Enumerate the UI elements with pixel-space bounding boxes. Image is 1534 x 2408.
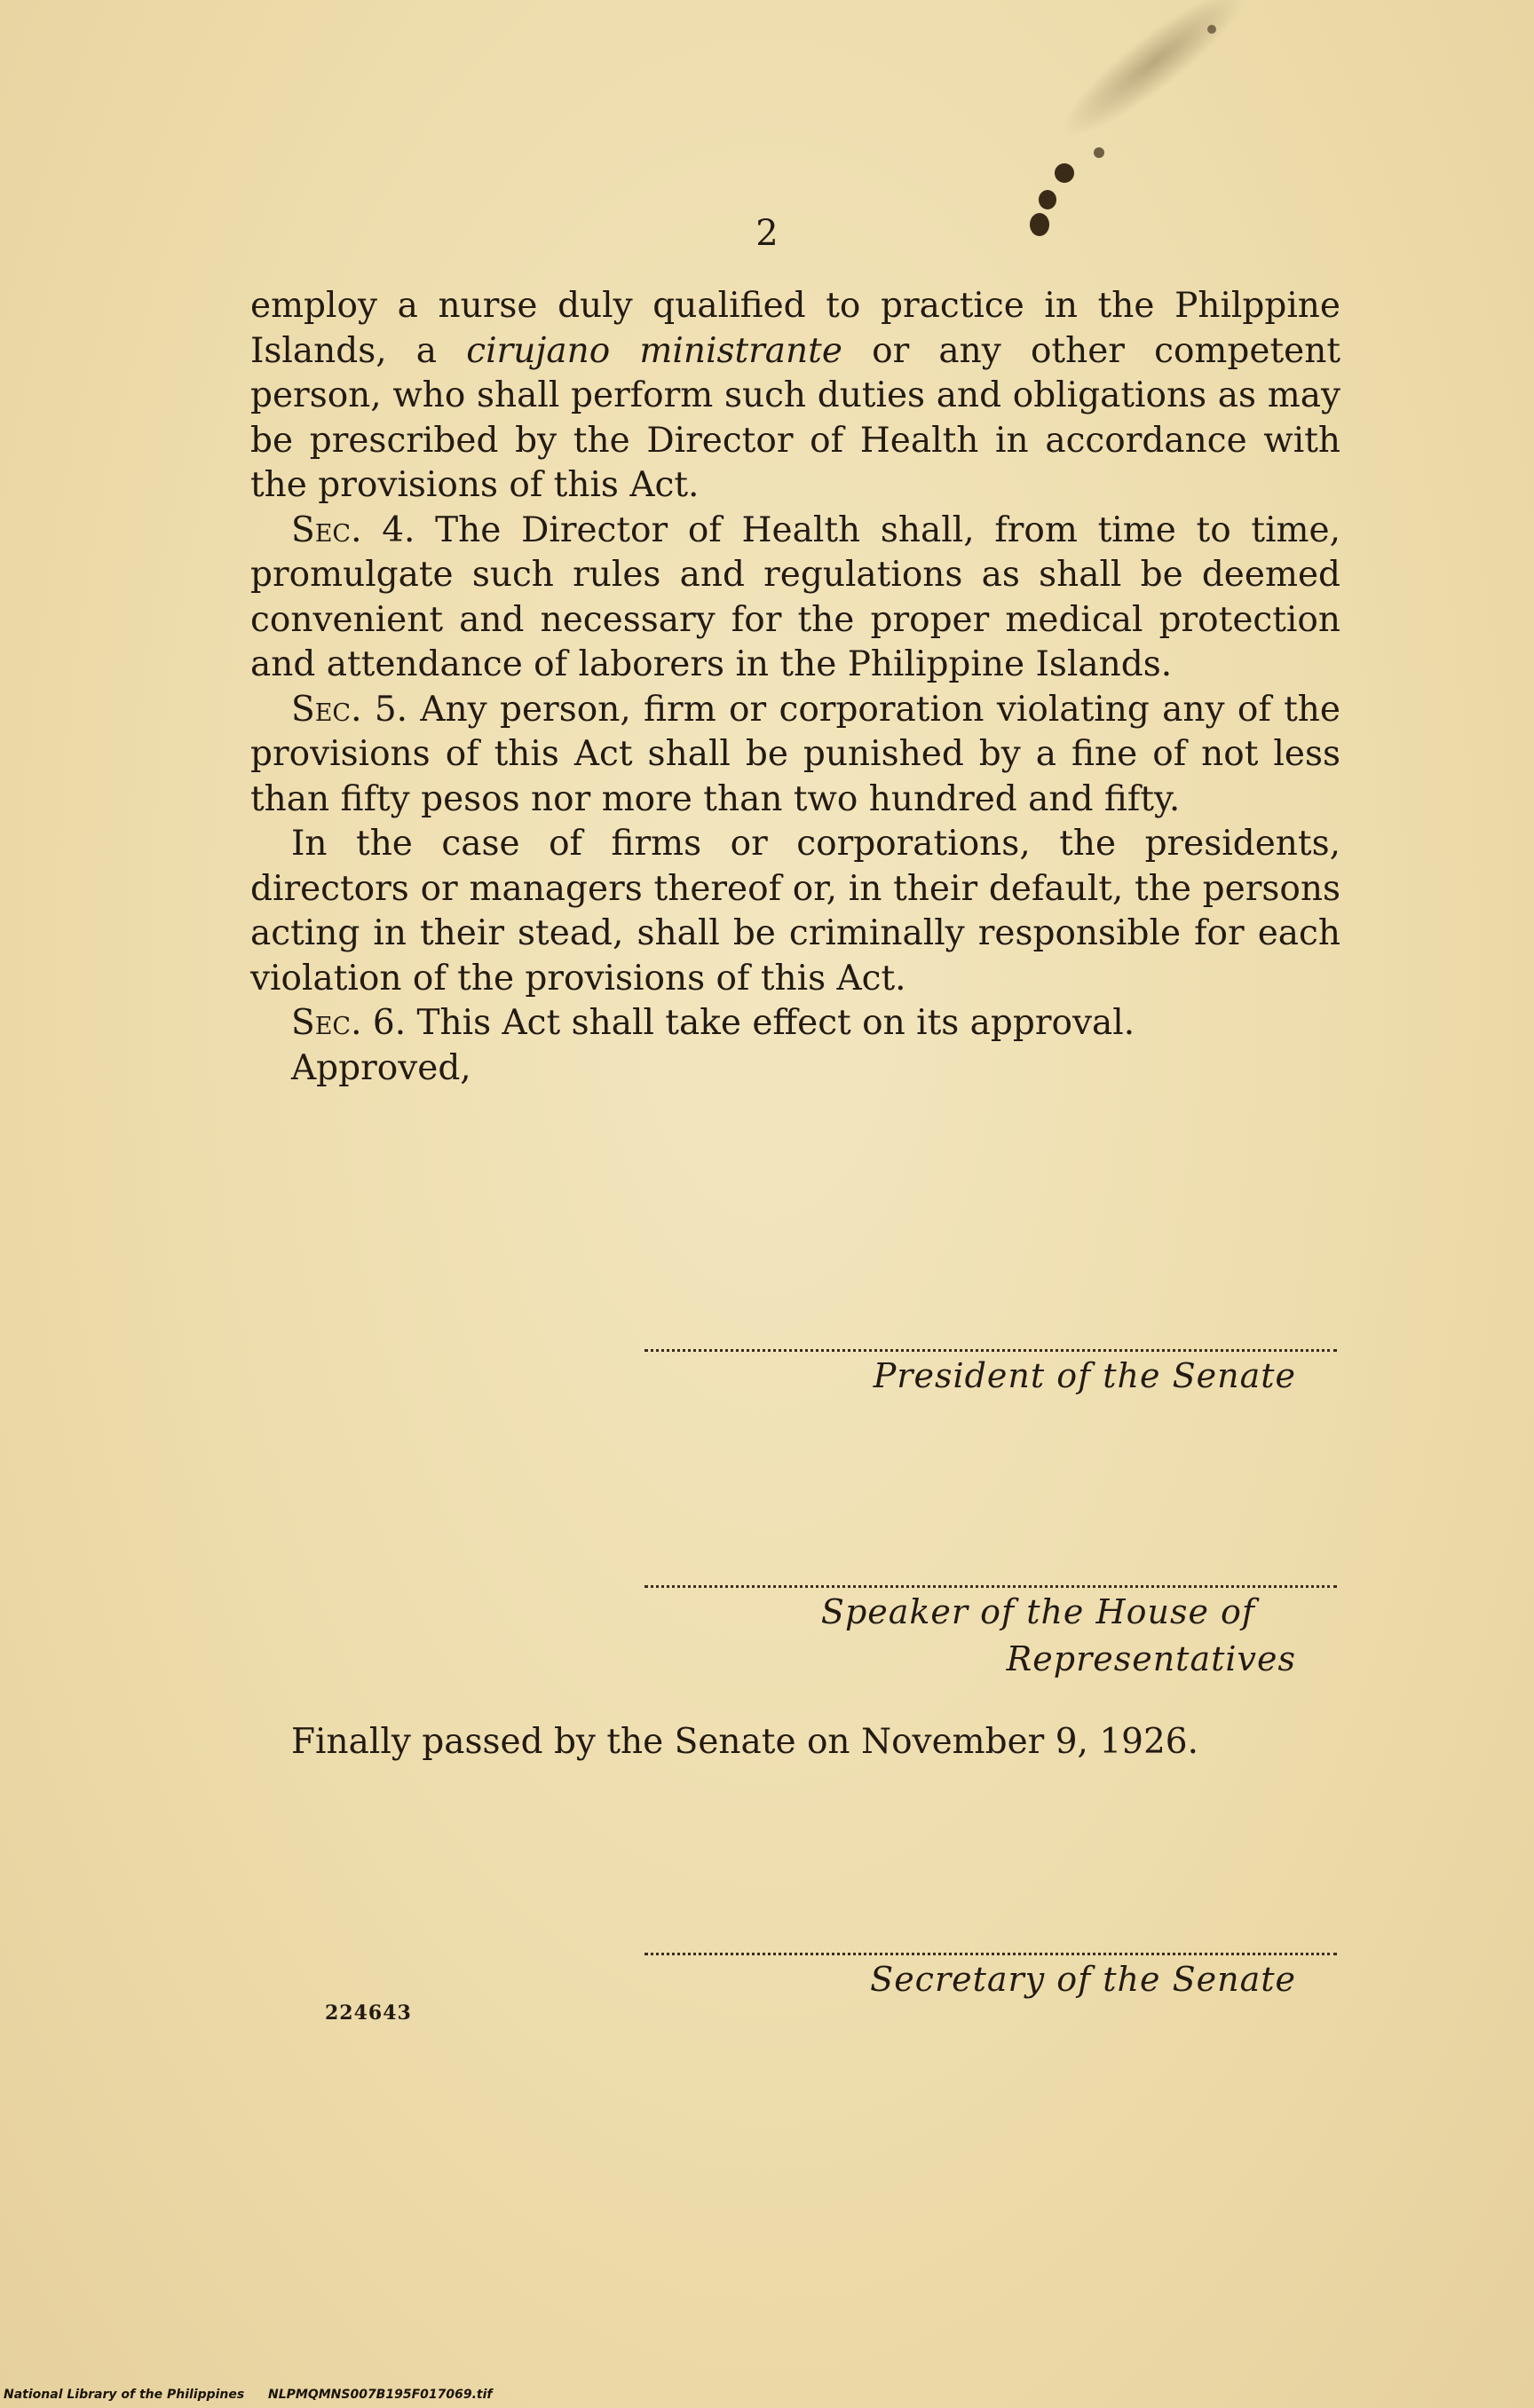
paragraph-nurse-text-a: employ a nurse duly qualified to practice in the Philppine Islands, a (250, 286, 1340, 371)
finally-passed-note: Finally passed by the Senate on November 9, 1926. (291, 1722, 1198, 1762)
section-6 (250, 1001, 1340, 1046)
speaker-title-line2: Representatives (1006, 1639, 1296, 1678)
section-4 (250, 509, 1340, 688)
document-number: 224643 (325, 2001, 412, 2025)
signature-speaker (644, 1585, 1337, 1681)
secretary-title: Secretary of the Senate (870, 1960, 1296, 1999)
signature-secretary (644, 1953, 1337, 2004)
ink-spot (1207, 25, 1216, 34)
section-5-label: Sec. 5. (291, 689, 408, 730)
section-5-text: Any person, firm or corporation violating any of the provisions of this Act shall be punished by a fine of not less than fifty pesos nor more than two hundred and fifty. (250, 689, 1340, 819)
speaker-title-line1: Speaker of the House of (820, 1592, 1255, 1631)
footer-file-id: NLPMQMNS007B195F017069.tif (268, 2388, 493, 2402)
ink-spot (1094, 147, 1104, 158)
paragraph-nurse-text-b: or any other competent person, who shall perform such duties and obligations as may be prescribed by the Director of Health in accordance with the provisions of this Act. (250, 330, 1340, 505)
ink-spot (1039, 190, 1056, 209)
ink-spot (1055, 163, 1074, 183)
paragraph-nurse (250, 284, 1340, 509)
section-6-text: This Act shall take effect on its approval. (406, 1003, 1135, 1043)
section-4-text: The Director of Health shall, from time to time, promulgate such rules and regulations as shall be deemed convenient and necessary for the proper medical protection and attendance of laborers in the Philippine Islands. (250, 509, 1340, 684)
paragraph-firms: In the case of firms or corporations, the presidents, directors or managers thereof or, in their default, the persons acting in their stead, shall be criminally responsible for each violation of the provisions of this Act. (250, 824, 1340, 999)
act-body-text (250, 284, 1340, 1091)
ink-stain-streak (1047, 0, 1261, 154)
approved-line: Approved, (291, 1047, 471, 1088)
president-title: President of the Senate (873, 1356, 1296, 1395)
page-number: 2 (755, 213, 779, 254)
section-4-label: Sec. 4. (291, 509, 415, 550)
section-5 (250, 688, 1340, 823)
footer-library-name: National Library of the Philippines (4, 2388, 245, 2402)
section-6-label: Sec. 6. (291, 1003, 407, 1043)
paragraph-nurse-italic: cirujano ministrante (466, 330, 842, 371)
signature-president (644, 1349, 1337, 1401)
